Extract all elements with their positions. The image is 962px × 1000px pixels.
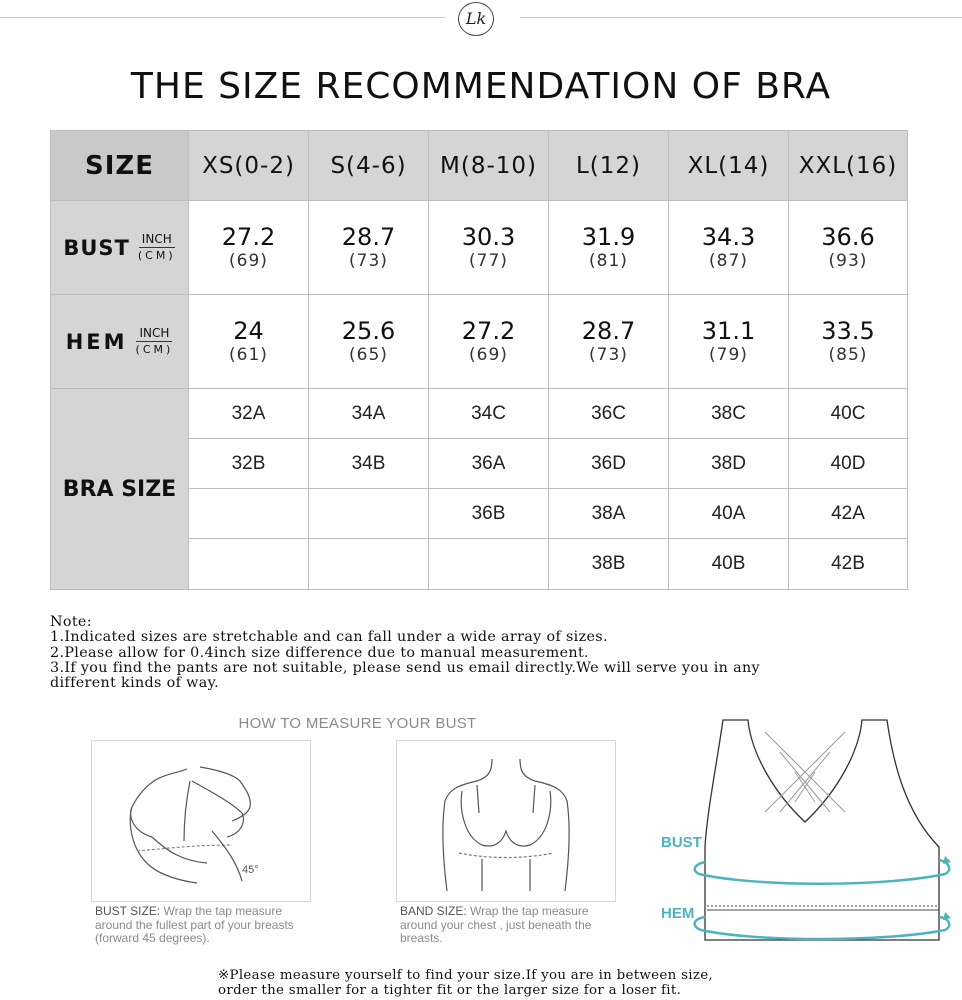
hem-unit-inch: INCH — [136, 326, 172, 342]
bra-size-cell: 42B — [789, 539, 908, 590]
note-line: different kinds of way. — [50, 675, 220, 692]
bra-size-cell: 40D — [789, 439, 908, 489]
hem-inch-value: 33.5 — [821, 316, 875, 345]
hem-row-label — [51, 295, 189, 389]
size-header-xxl: XXL(16) — [789, 131, 908, 201]
hem-cm-value: (61) — [229, 344, 268, 365]
band-caption-text: Wrap the tap measure around your chest , just beneath the breasts. — [400, 904, 592, 945]
bust-cm-value: (87) — [709, 250, 748, 271]
hem-cell-l — [549, 295, 669, 389]
size-header-xs: XS(0-2) — [189, 131, 309, 201]
hem-unit-cm: (CM) — [135, 343, 174, 356]
bra-size-cell — [309, 539, 429, 590]
bra-size-cell: 36C — [549, 389, 669, 439]
bra-size-cell — [189, 489, 309, 539]
size-header-m: M(8-10) — [429, 131, 549, 201]
bra-size-cell: 38D — [669, 439, 789, 489]
bust-unit-inch: INCH — [139, 232, 175, 248]
bust-caption-text: Wrap the tap measure around the fullest part of your breasts (forward 45 degrees). — [95, 904, 294, 945]
bra-size-cell: 40A — [669, 489, 789, 539]
bra-size-cell: 40B — [669, 539, 789, 590]
bra-size-cell: 34A — [309, 389, 429, 439]
bra-size-cell: 32A — [189, 389, 309, 439]
bust-inch-value: 30.3 — [461, 222, 516, 251]
bust-inch-value: 34.3 — [701, 222, 756, 251]
sports-bra-diagram — [655, 712, 960, 950]
bust-cell-l — [549, 201, 669, 295]
footer-note — [218, 968, 938, 998]
note-line: 2.Please allow for 0.4inch size difference due to manual measurement. — [50, 644, 589, 661]
hem-inch-value: 31.1 — [701, 316, 756, 345]
hem-cm-value: (73) — [589, 344, 628, 365]
bust-unit — [138, 232, 176, 263]
hem-cell-xxl — [789, 295, 908, 389]
bust-cell-xs — [189, 201, 309, 295]
footer-line: ※Please measure yourself to find your size.If you are in between size, — [218, 968, 713, 983]
hem-cm-value: (85) — [828, 344, 868, 365]
bust-size-caption — [95, 905, 310, 946]
size-header-xl: XL(14) — [669, 131, 789, 201]
bra-size-cell: 40C — [789, 389, 908, 439]
bust-inch-value: 31.9 — [581, 222, 636, 251]
front-torso-icon — [397, 741, 615, 901]
size-header-label: SIZE — [51, 131, 189, 201]
bust-cm-value: (73) — [349, 250, 388, 271]
angle-label: 45° — [242, 864, 259, 876]
bra-size-cell: 36B — [429, 489, 549, 539]
bra-size-cell: 36D — [549, 439, 669, 489]
bust-cm-value: (81) — [589, 250, 628, 271]
bra-size-cell: 34B — [309, 439, 429, 489]
side-torso-icon — [92, 741, 310, 901]
bust-cell-s — [309, 201, 429, 295]
note-line: 3.If you find the pants are not suitable, please send us email directly.We will serve you in any — [50, 659, 760, 676]
bra-size-cell: 38C — [669, 389, 789, 439]
bra-size-cell — [309, 489, 429, 539]
notes-heading: Note: — [50, 614, 92, 630]
hem-inch-value: 24 — [233, 316, 264, 345]
bust-cm-value: (93) — [828, 250, 868, 271]
measure-title: HOW TO MEASURE YOUR BUST — [238, 715, 477, 732]
notes — [50, 615, 930, 691]
hem-label: HEM — [65, 329, 128, 354]
hem-cell-xl — [669, 295, 789, 389]
band-size-caption — [400, 905, 615, 946]
bust-cm-value: (69) — [229, 250, 268, 271]
bust-cell-xxl — [789, 201, 908, 295]
bust-cm-value: (77) — [469, 250, 508, 271]
bust-caption-label: BUST SIZE: — [95, 904, 161, 918]
band-caption-label: BAND SIZE: — [400, 904, 467, 918]
bra-size-cell — [189, 539, 309, 590]
hem-cm-value: (65) — [349, 344, 388, 365]
bra-size-cell: 38B — [549, 539, 669, 590]
page-title: THE SIZE RECOMMENDATION OF BRA — [130, 66, 832, 107]
bra-size-cell: 38A — [549, 489, 669, 539]
bra-size-cell: 36A — [429, 439, 549, 489]
bust-label: BUST — [63, 235, 130, 260]
size-header-l: L(12) — [549, 131, 669, 201]
logo-divider-right — [520, 17, 962, 18]
diagram-hem-label: HEM — [661, 905, 695, 922]
hem-cell-s — [309, 295, 429, 389]
bra-size-cell: 42A — [789, 489, 908, 539]
hem-inch-value: 25.6 — [341, 316, 396, 345]
logo-divider-left — [0, 17, 445, 18]
hem-inch-value: 27.2 — [461, 316, 516, 345]
bra-size-row-label: BRA SIZE — [51, 389, 189, 590]
bra-size-cell — [429, 539, 549, 590]
bust-row-label — [51, 201, 189, 295]
bust-inch-value: 28.7 — [341, 222, 396, 251]
bra-size-cell: 32B — [189, 439, 309, 489]
hem-cm-value: (69) — [469, 344, 508, 365]
bust-measure-illustration — [91, 740, 311, 902]
size-table — [50, 130, 908, 590]
bust-cell-xl — [669, 201, 789, 295]
brand-logo: Lk — [458, 2, 494, 36]
band-measure-illustration — [396, 740, 616, 902]
hem-unit — [136, 326, 174, 357]
bust-inch-value: 36.6 — [821, 222, 875, 251]
bust-cell-m — [429, 201, 549, 295]
hem-inch-value: 28.7 — [581, 316, 636, 345]
diagram-bust-label: BUST — [661, 834, 702, 851]
note-line: 1.Indicated sizes are stretchable and can fall under a wide array of sizes. — [50, 629, 608, 646]
bust-inch-value: 27.2 — [221, 222, 276, 251]
hem-cell-xs — [189, 295, 309, 389]
bra-size-cell: 34C — [429, 389, 549, 439]
hem-cm-value: (79) — [709, 344, 748, 365]
hem-cell-m — [429, 295, 549, 389]
bust-unit-cm: (CM) — [137, 249, 176, 262]
footer-line: order the smaller for a tighter fit or the larger size for a loser fit. — [218, 983, 682, 998]
size-header-s: S(4-6) — [309, 131, 429, 201]
